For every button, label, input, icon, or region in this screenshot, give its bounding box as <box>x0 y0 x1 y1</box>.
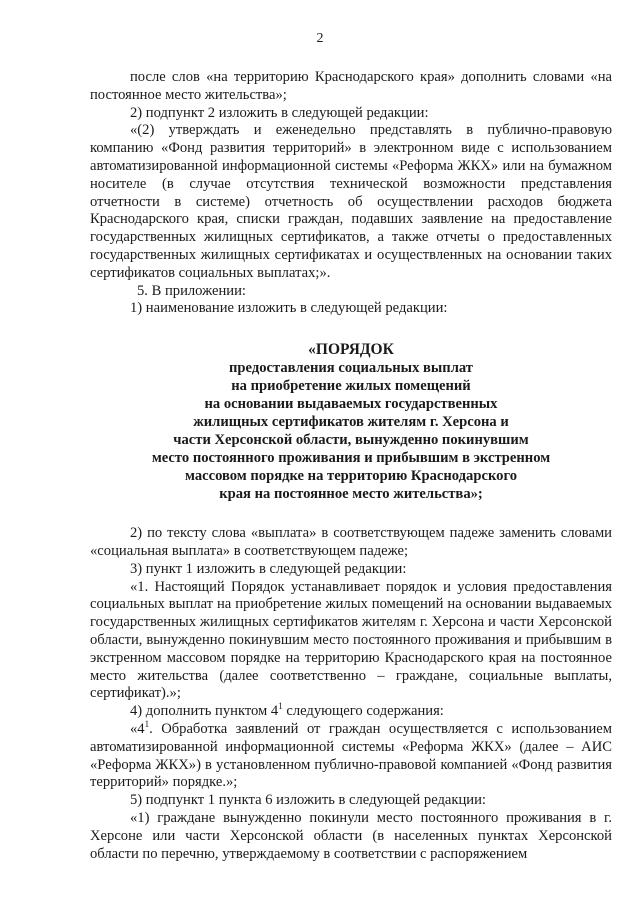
heading-line: на приобретение жилых помещений <box>231 378 471 395</box>
paragraph-item4 <box>90 703 612 721</box>
paragraph: 3) пункт 1 изложить в следующей редакции: <box>130 560 407 577</box>
item4-text: 4) дополнить пунктом 4 <box>130 703 279 720</box>
paragraph: 2) по тексту слова «выплата» в соответствующем падеже заменить словами «социальная выплата» в соответствующем падеже; <box>90 525 612 559</box>
heading-line: части Херсонской области, вынужденно покинувшим <box>173 432 529 449</box>
quote41-text: . Обработка заявлений от граждан осуществляется с использованием автоматизированной информационной системы «Реформа ЖКХ» (далее – АИС «Реформа ЖКХ») в установленном публично-правовой компанией «Фонд развития территорий» порядке.»; <box>90 720 612 791</box>
paragraph: «(2) утверждать и еженедельно представлять в публично-правовую компанию «Фонд развития территорий» в электронном виде с использованием автоматизированной информационной системы «Реформа ЖКХ» или на бумажном носителе (в случае отсутствия технической возможности представления отчетности в системе) отчетность об осуществлении расходов бюджета Краснодарского края, списки граждан, подавших заявление на предоставление государственных жилищных сертификатов, а также отчеты о предоставленных государственных жилищных сертификатах и осуществленных на основании таких сертификатов социальных выплатах;». <box>90 122 612 281</box>
quote41-start: «4 <box>130 720 145 737</box>
heading-line: жилищных сертификатов жителям г. Херсона и <box>193 414 509 431</box>
heading-title: «ПОРЯДОК <box>308 341 394 359</box>
paragraph: 5) подпункт 1 пункта 6 изложить в следующей редакции: <box>130 792 486 809</box>
document-body <box>90 69 612 863</box>
superscript: 1 <box>278 701 283 712</box>
paragraph: «1. Настоящий Порядок устанавливает порядок и условия предоставления социальных выплат на приобретение жилых помещений на основании выдаваемых государственных жилищных сертификатов жителям г. Херсона и части Херсонской области, вынужденно покинувшим место постоянного проживания и прибывшим в экстренном массовом порядке на территорию Краснодарского края на постоянное место жительства (далее соответственно – граждане, социальные выплаты, сертификат).»; <box>90 578 612 702</box>
paragraph: «1) граждане вынужденно покинули место постоянного проживания в г. Херсоне или части Херсонской области (в населенных пунктах Херсонской области по перечню, утверждаемому в соответствии с распоряжением <box>90 809 612 862</box>
section-heading <box>90 341 612 503</box>
paragraph: 1) наименование изложить в следующей редакции: <box>130 300 448 317</box>
heading-line: предоставления социальных выплат <box>229 360 473 377</box>
paragraph: после слов «на территорию Краснодарского края» дополнить словами «на постоянное место жительства»; <box>90 69 612 103</box>
heading-line: на основании выдаваемых государственных <box>204 396 498 413</box>
page-number: 2 <box>316 31 324 46</box>
paragraph-quote41 <box>90 721 612 792</box>
heading-line: края на постоянное место жительства»; <box>219 486 483 503</box>
heading-line: массовом порядке на территорию Краснодарского <box>184 468 518 485</box>
paragraph: 2) подпункт 2 изложить в следующей редакции: <box>130 104 429 121</box>
item4-text-end: следующего содержания: <box>282 703 444 720</box>
paragraph: 5. В приложении: <box>137 282 246 299</box>
heading-line: место постоянного проживания и прибывшим в экстренном <box>151 450 551 467</box>
superscript: 1 <box>144 719 150 730</box>
